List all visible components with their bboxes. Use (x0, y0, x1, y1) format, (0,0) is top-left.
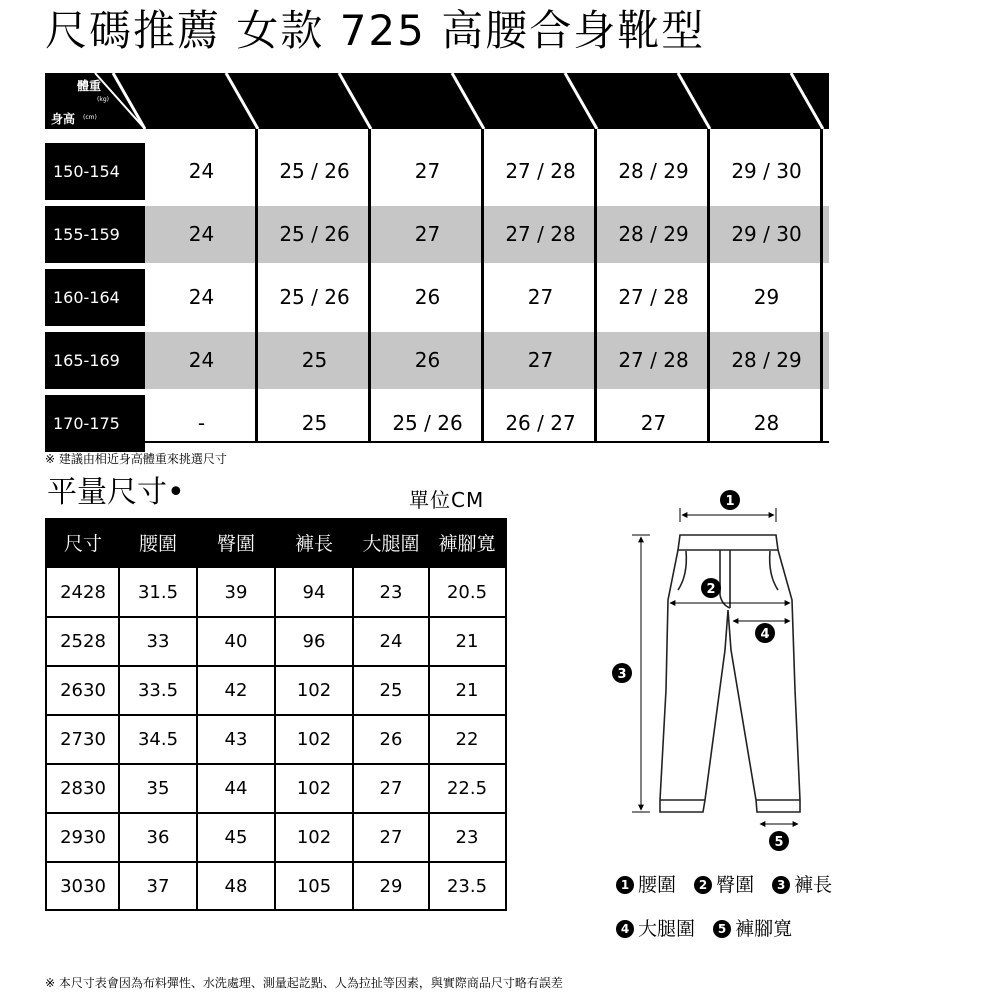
legend-waist: 1 腰圍 (616, 870, 676, 897)
size-cell: 27 / 28 (505, 222, 576, 246)
flat-size-cell: 3030 (60, 876, 106, 897)
flat-value-cell: 21 (455, 631, 479, 652)
size-cell: - (197, 411, 206, 435)
weight-range-header: 54-57 (504, 93, 549, 111)
height-label: 身高 (51, 112, 76, 126)
flat-value-cell: 39 (224, 582, 248, 603)
flat-header-cell: 尺寸 (63, 533, 102, 555)
row-divider (45, 328, 145, 330)
flat-value-cell: 102 (296, 680, 332, 701)
flat-size-cell: 2428 (60, 582, 106, 603)
size-cell: 24 (188, 159, 215, 183)
flat-value-cell: 21 (455, 680, 479, 701)
size-cell: 28 (753, 411, 780, 435)
flat-column-divider (196, 568, 198, 909)
column-divider (255, 129, 258, 443)
height-range-header: 150-154 (45, 143, 145, 200)
flat-value-cell: 36 (146, 827, 170, 848)
row-divider (45, 139, 145, 141)
column-divider (481, 129, 484, 443)
flat-size-cell: 2930 (60, 827, 106, 848)
flat-size-cell: 2630 (60, 680, 106, 701)
flat-value-cell: 105 (296, 876, 332, 897)
flat-value-cell: 102 (296, 827, 332, 848)
row-divider (45, 391, 145, 393)
flat-size-cell: 2528 (60, 631, 106, 652)
size-recommendation-table (45, 73, 829, 443)
svg-text:2: 2 (706, 582, 716, 597)
flat-value-cell: 25 (379, 680, 403, 701)
svg-text:1: 1 (725, 494, 735, 509)
size-cell: 25 (301, 348, 328, 372)
legend-thigh: 4 大腿圍 (616, 914, 695, 941)
recommendation-note: ※ 建議由相近身高體重來挑選尺寸 (45, 452, 227, 466)
footer-note: ※ 本尺寸表會因為布料彈性、水洗處理、測量起訖點、人為拉扯等因素，與實際商品尺寸略有誤差 (45, 976, 563, 990)
weight-label: 體重 (77, 79, 102, 93)
size-cell: 27 (640, 411, 667, 435)
flat-value-cell: 23 (455, 827, 479, 848)
size-cell: 29 (753, 285, 780, 309)
size-cell: 24 (188, 348, 215, 372)
flat-row-divider (47, 616, 505, 618)
flat-value-cell: 37 (146, 876, 170, 897)
flat-value-cell: 48 (224, 876, 248, 897)
weight-range-header: 46-49 (278, 93, 323, 111)
column-divider (820, 129, 823, 443)
size-cell: 29 / 30 (731, 159, 802, 183)
flat-value-cell: 43 (224, 729, 248, 750)
flat-value-cell: 23 (379, 582, 403, 603)
flat-value-cell: 96 (302, 631, 326, 652)
size-cell: 24 (188, 285, 215, 309)
legend-length: 3 褲長 (772, 870, 832, 897)
size-cell: 26 (414, 285, 441, 309)
row-divider (45, 202, 145, 204)
size-cell: 27 / 28 (618, 348, 689, 372)
marker-2 (701, 578, 721, 598)
height-range-header: 160-164 (45, 269, 145, 326)
flat-value-cell: 94 (302, 582, 326, 603)
flat-value-cell: 29 (379, 876, 403, 897)
flat-value-cell: 35 (146, 778, 170, 799)
weight-range-header: 50-53 (391, 93, 436, 111)
size-cell: 25 / 26 (392, 411, 463, 435)
measure-lines (632, 508, 798, 824)
legend-hem: 5 褲腳寬 (713, 914, 792, 941)
size-cell: 25 / 26 (279, 222, 350, 246)
marker-5 (769, 831, 789, 851)
size-cell: 29 / 30 (731, 222, 802, 246)
weight-range-header: 58-61 (617, 93, 662, 111)
flat-value-cell: 102 (296, 778, 332, 799)
size-cell: 27 (527, 285, 554, 309)
height-range-header: 170-175 (45, 395, 145, 452)
size-cell: 26 (414, 348, 441, 372)
size-cell: 27 (414, 159, 441, 183)
size-cell: 26 / 27 (505, 411, 576, 435)
flat-value-cell: 20.5 (446, 582, 488, 603)
size-cell: 24 (188, 222, 215, 246)
flat-measurement-table (45, 518, 507, 911)
flat-value-cell: 26 (379, 729, 403, 750)
column-divider (368, 129, 371, 443)
legend-row-1 (616, 870, 844, 897)
flat-column-divider (428, 568, 430, 909)
column-divider (594, 129, 597, 443)
weight-unit: (kg) (97, 96, 109, 103)
pants-diagram (600, 480, 830, 860)
flat-header-cell: 臀圍 (216, 533, 255, 555)
flat-header-cell: 褲長 (294, 533, 333, 555)
flat-column-divider (118, 568, 120, 909)
weight-range-header: 62-65 (730, 93, 775, 111)
height-range-header: 155-159 (45, 206, 145, 263)
flat-value-cell: 102 (296, 729, 332, 750)
size-cell: 25 (301, 411, 328, 435)
flat-size-cell: 2730 (60, 729, 106, 750)
flat-value-cell: 23.5 (446, 876, 488, 897)
marker-4 (755, 623, 775, 643)
flat-row-divider (47, 812, 505, 814)
flat-value-cell: 33.5 (137, 680, 179, 701)
flat-value-cell: 34.5 (137, 729, 179, 750)
svg-text:3: 3 (617, 667, 627, 682)
flat-value-cell: 42 (224, 680, 248, 701)
legend-row-2 (616, 914, 804, 941)
table-bottom-border (45, 441, 829, 443)
page-title: 尺碼推薦 女款 725 高腰合身靴型 (45, 6, 706, 55)
flat-header-cell: 大腿圍 (362, 533, 420, 555)
flat-value-cell: 31.5 (137, 582, 179, 603)
flat-value-cell: 22.5 (446, 778, 488, 799)
size-cell: 25 / 26 (279, 159, 350, 183)
flat-row-divider (47, 714, 505, 716)
flat-value-cell: 27 (379, 778, 403, 799)
flat-header-cell: 褲腳寬 (438, 533, 496, 555)
size-cell: 27 (414, 222, 441, 246)
legend-hip: 2 臀圍 (694, 870, 754, 897)
flat-header-cell: 腰圍 (138, 533, 177, 555)
size-cell: 25 / 26 (279, 285, 350, 309)
flat-value-cell: 27 (379, 827, 403, 848)
size-cell: 27 (527, 348, 554, 372)
height-unit: (cm) (83, 114, 97, 121)
unit-label: 單位CM (409, 488, 485, 512)
height-range-header: 165-169 (45, 332, 145, 389)
flat-value-cell: 24 (379, 631, 403, 652)
pants-outline (660, 535, 800, 812)
flat-size-cell: 2830 (60, 778, 106, 799)
size-cell: 27 / 28 (618, 285, 689, 309)
flat-value-cell: 33 (146, 631, 170, 652)
weight-range-header: 42-45 (165, 93, 210, 111)
svg-text:4: 4 (760, 627, 770, 642)
size-cell: 28 / 29 (618, 222, 689, 246)
flat-column-divider (352, 568, 354, 909)
flat-value-cell: 22 (455, 729, 479, 750)
size-cell: 28 / 29 (618, 159, 689, 183)
flat-value-cell: 40 (224, 631, 248, 652)
flat-value-cell: 45 (224, 827, 248, 848)
size-cell: 27 / 28 (505, 159, 576, 183)
flat-row-divider (47, 665, 505, 667)
marker-3 (612, 663, 632, 683)
flat-row-divider (47, 763, 505, 765)
flat-column-divider (274, 568, 276, 909)
row-divider (45, 265, 145, 267)
flat-value-cell: 44 (224, 778, 248, 799)
size-cell: 28 / 29 (731, 348, 802, 372)
flat-row-divider (47, 861, 505, 863)
svg-text:5: 5 (774, 835, 784, 850)
flat-measure-title: 平量尺寸• (47, 475, 185, 510)
marker-1 (720, 490, 740, 510)
column-divider (707, 129, 710, 443)
